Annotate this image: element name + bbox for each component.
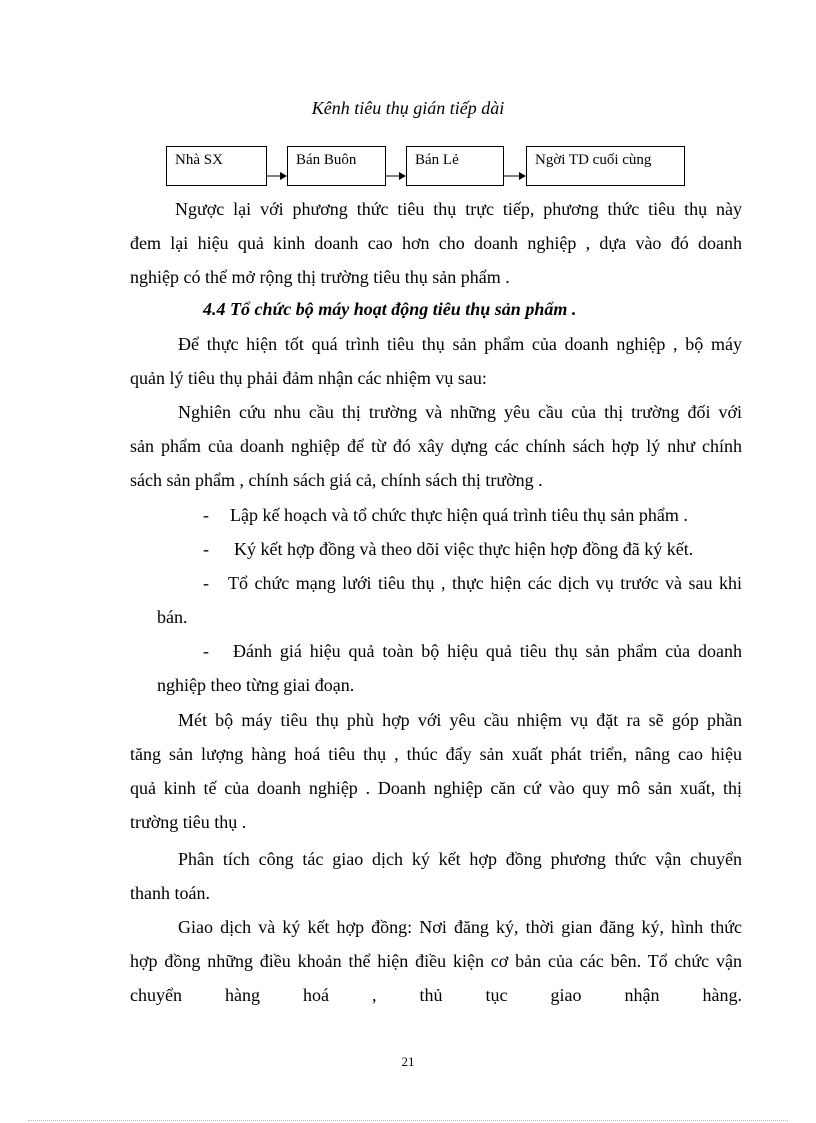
flow-box-consumer: Ngời TD cuối cùng (526, 146, 685, 186)
text-line: Đánh giá hiệu quả toàn bộ hiệu quả tiêu thụ sản phẩm của doanh (233, 641, 742, 661)
text-line: sách sản phẩm , chính sách giá cả, chính sách thị trường . (130, 470, 543, 490)
footer-divider (28, 1120, 788, 1121)
bullet-text (233, 634, 742, 668)
text-line: quả kinh tế của doanh nghiệp . Doanh nghiệp căn cứ vào quy mô sản xuất, thị (130, 778, 742, 798)
text-line: Mét bộ máy tiêu thụ phù hợp với yêu cầu nhiệm vụ đặt ra sẽ góp phần (178, 710, 742, 730)
bullet-text: Ký kết hợp đồng và theo dõi việc thực hiện hợp đồng đã ký kết. (234, 539, 694, 559)
bullet-text-continued: bán. (157, 607, 188, 627)
bullet-dash: - (203, 505, 209, 525)
text-line: Ngược lại với phương thức tiêu thụ trực tiếp, phương thức tiêu thụ này (175, 199, 742, 219)
section-heading: 4.4 Tổ chức bộ máy hoạt động tiêu thụ sản phẩm . (203, 299, 577, 319)
paragraph-3 (130, 395, 742, 497)
paragraph-5 (130, 842, 742, 910)
bullet-text-continued: nghiệp theo từng giai đoạn. (157, 675, 355, 695)
bullet-dash: - (203, 573, 209, 593)
text-line: đem lại hiệu quả kinh doanh cao hơn cho doanh nghiệp , dựa vào đó doanh (130, 233, 742, 253)
text-line: hợp đồng những điều khoản thể hiện điều kiện cơ bản của các bên. Tổ chức vận (130, 951, 742, 971)
text-line: Tổ chức mạng lưới tiêu thụ , thực hiện các dịch vụ trước và sau khi (228, 573, 742, 593)
bullet-text: Lập kế hoạch và tổ chức thực hiện quá trình tiêu thụ sản phẩm . (230, 505, 688, 525)
paragraph-4 (130, 703, 742, 839)
text-line: trường tiêu thụ . (130, 812, 247, 832)
text-line: Để thực hiện tốt quá trình tiêu thụ sản phẩm của doanh nghiệp , bộ máy (178, 334, 742, 354)
text-line: tăng sản lượng hàng hoá tiêu thụ , thúc đẩy sản xuất phát triển, nâng cao hiệu (130, 744, 742, 764)
text-line: sản phẩm của doanh nghiệp để từ đó xây dựng các chính sách hợp lý như chính (130, 436, 742, 456)
flow-box-producer: Nhà SX (166, 146, 267, 186)
bullet-dash: - (203, 539, 209, 559)
paragraph-2 (130, 327, 742, 395)
flow-box-wholesale: Bán Buôn (287, 146, 386, 186)
bullet-text (228, 566, 742, 600)
flow-arrow-3 (504, 158, 526, 182)
text-line: nghiệp có thể mở rộng thị trường tiêu thụ sản phẩm . (130, 267, 510, 287)
text-line: quản lý tiêu thụ phải đảm nhận các nhiệm vụ sau: (130, 368, 487, 388)
text-line: Giao dịch và ký kết hợp đồng: Nơi đăng ký, thời gian đăng ký, hình thức (178, 917, 742, 937)
diagram-caption: Kênh tiêu thụ gián tiếp dài (311, 98, 505, 118)
flow-arrow-2 (386, 158, 406, 182)
text-line: thanh toán. (130, 883, 210, 903)
paragraph-6 (130, 910, 742, 1012)
flow-arrow-1 (267, 158, 287, 182)
page-number: 21 (401, 1054, 415, 1069)
text-line: chuyển hàng hoá , thủ tục giao nhận hàng. (130, 985, 742, 1005)
text-line: Nghiên cứu nhu cầu thị trường và những yêu cầu của thị trường đối với (178, 402, 742, 422)
paragraph-1 (130, 192, 742, 294)
flow-box-retail: Bán Lẻ (406, 146, 504, 186)
text-line: Phân tích công tác giao dịch ký kết hợp đồng phương thức vận chuyển (178, 849, 742, 869)
bullet-dash: - (203, 641, 209, 661)
